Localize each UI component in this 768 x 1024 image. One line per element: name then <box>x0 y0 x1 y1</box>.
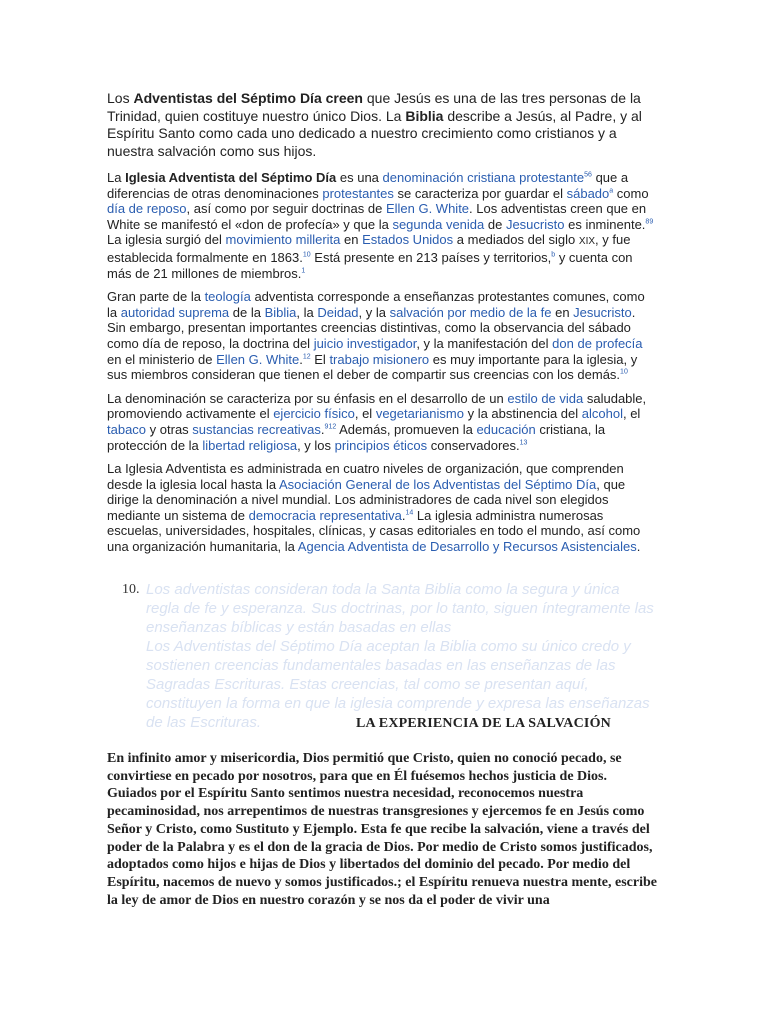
text: . Sin embargo, presentan importantes creencias distintivas, como la observancia del sábado como día de reposo, la doctrina del <box>107 304 636 351</box>
text: . <box>320 421 325 437</box>
footnote-ref[interactable]: 1 <box>301 267 306 275</box>
faded-text <box>146 580 657 732</box>
link-tabaco[interactable]: tabaco <box>107 421 147 437</box>
text: . <box>299 351 303 367</box>
section-heading: LA EXPERIENCIA DE LA SALVACIÓN <box>356 716 611 731</box>
text: cristiana, la protección de la <box>107 421 606 453</box>
paragraph-2 <box>107 289 655 383</box>
intro-paragraph <box>107 90 655 160</box>
link-estilo-de-vida[interactable]: estilo de vida <box>507 390 584 406</box>
text: , el <box>622 406 641 422</box>
link-vegetarianismo[interactable]: vegetarianismo <box>375 406 464 422</box>
footnote-ref[interactable]: 912 <box>324 423 337 431</box>
text: es inminente. <box>564 216 646 232</box>
link-jesucristo[interactable]: Jesucristo <box>573 304 632 320</box>
link-libertad-religiosa[interactable]: libertad religiosa <box>202 437 298 453</box>
link-trabajo-misionero[interactable]: trabajo misionero <box>329 351 430 367</box>
link-biblia[interactable]: Biblia <box>264 304 297 320</box>
article-content <box>107 90 655 555</box>
text: Está presente en 213 países y territorios, <box>310 249 552 265</box>
text: El <box>310 351 330 367</box>
text: Los <box>107 90 134 106</box>
link-sustancias-recreativas[interactable]: sustancias recreativas <box>192 421 321 437</box>
faded-text-2: Los Adventistas del Séptimo Día aceptan la Biblia como su único credo y sostienen creencias fundamentales basadas en las enseñanzas de las Sagradas Escrituras. Estas creencias, tal como se presentan aquí, constituyen la forma en que la iglesia comprende y expresa las enseñanzas de las Escrituras. <box>146 638 650 731</box>
text: a mediados del siglo <box>453 232 579 248</box>
salvation-paragraph: En infinito amor y misericordia, Dios permitió que Cristo, quien no conoció pecado, se convirtiese en pecado por nosotros, para que en Él fuésemos hechos justicia de Dios. Guiados por el Espíritu Santo sentimos nuestra necesidad, reconocemos nuestra pecaminosidad, nos arrepentimos de nuestras transgresiones y ejercemos fe en Jesús como Señor y Cristo, como Sustituto y Ejemplo. Esta fe que recibe la salvación, viene a través del poder de la Palabra y es el don de la gracia de Dios. Por medio de Cristo somos justificados, adoptados como hijos e hijas de Dios y libertados del dominio del pecado. Por medio del Espíritu, nacemos de nuevo y somos justificados.; el Espíritu renueva nuestra mente, escribe la ley de amor de Dios en nuestro corazón y se nos da el poder de vivir una <box>107 751 657 908</box>
text: , el <box>354 406 376 422</box>
text: La denominación se caracteriza por su énfasis en el desarrollo de un <box>107 390 508 406</box>
text: que Jesús es una de las tres personas de la Trinidad, quien costituye nuestro único Dios. La <box>107 90 641 124</box>
text: . <box>401 507 406 523</box>
text: adventista corresponde a enseñanzas protestantes comunes, como la <box>107 289 645 320</box>
footnote-ref[interactable]: 10 <box>620 368 628 376</box>
link-movimiento-millerita[interactable]: movimiento millerita <box>225 232 341 248</box>
text: , y la <box>358 304 390 320</box>
link-asociacion-general[interactable]: Asociación General de los Adventistas del Séptimo Día <box>279 476 597 492</box>
link-ellen-white[interactable]: Ellen G. White <box>385 201 470 217</box>
text: de <box>484 216 506 232</box>
link-deidad[interactable]: Deidad <box>317 304 359 320</box>
list-number: 10. <box>122 582 140 597</box>
text: saludable, promoviendo activamente el <box>107 390 647 422</box>
text: es una <box>336 170 383 185</box>
faded-list-item <box>122 580 657 732</box>
text: , que dirige la denominación a nivel mundial. Los administradores de cada nivel son elegidos mediante un sistema de <box>107 476 626 523</box>
text: como <box>613 185 649 201</box>
text: es muy importante para la iglesia, y sus miembros consideran que tienen el deber de compartir sus creencias con los demás. <box>107 351 638 383</box>
text: y cuenta con más de 21 millones de miembros. <box>107 249 633 281</box>
text: . Los adventistas creen que en White se manifestó el «don de profecía» y que la <box>107 201 647 232</box>
link-educacion[interactable]: educación <box>476 421 536 437</box>
link-protestantes[interactable]: protestantes <box>322 185 394 201</box>
text: , la <box>296 304 318 320</box>
link-juicio-investigador[interactable]: juicio investigador <box>313 335 417 351</box>
faded-text-1: Los adventistas consideran toda la Santa Biblia como la segura y única regla de fe y esperanza. Sus doctrinas, por lo tanto, siguen íntegramente las enseñanzas bíblicas y están basadas en ellas <box>146 581 654 636</box>
link-teologia[interactable]: teología <box>204 289 251 305</box>
link-dia-de-reposo[interactable]: día de reposo <box>107 201 187 217</box>
bold-text: Biblia <box>405 107 444 124</box>
footnote-ref[interactable]: 10 <box>302 251 311 259</box>
footnote-ref[interactable]: 56 <box>584 171 592 179</box>
text: Además, promueven la <box>336 421 477 437</box>
link-estados-unidos[interactable]: Estados Unidos <box>362 232 454 248</box>
text: en <box>340 232 363 248</box>
footnote-ref[interactable]: 13 <box>519 439 528 447</box>
link-autoridad-suprema[interactable]: autoridad suprema <box>120 304 230 320</box>
bold-text: Adventistas del Séptimo Día creen <box>133 90 363 106</box>
footnote-ref[interactable]: 12 <box>302 353 311 361</box>
link-adra[interactable]: Agencia Adventista de Desarrollo y Recursos Asistenciales <box>297 539 637 555</box>
link-segunda-venida[interactable]: segunda venida <box>392 216 485 232</box>
paragraph-3 <box>107 391 655 453</box>
link-principios-eticos[interactable]: principios éticos <box>334 437 428 453</box>
text: se caracteriza por guardar el <box>393 185 567 201</box>
link-don-de-profecia[interactable]: don de profecía <box>552 335 643 351</box>
text: Gran parte de la <box>107 289 205 305</box>
text: en <box>551 304 574 320</box>
link-ejercicio-fisico[interactable]: ejercicio físico <box>273 406 355 422</box>
link-ellen-white[interactable]: Ellen G. White <box>216 351 300 367</box>
text: describe a Jesús, al Padre, y al Espíritu Santo como cada uno dedicado a nuestro crecimiento como cristianos y a nuestra salvación como sus hijos. <box>107 107 642 159</box>
text: , y los <box>297 437 335 453</box>
footnote-ref[interactable]: 14 <box>405 509 414 517</box>
paragraph-1 <box>107 170 655 281</box>
footnote-ref[interactable]: a <box>609 187 614 195</box>
footnote-ref[interactable]: 89 <box>645 218 654 226</box>
text: , así como por seguir doctrinas de <box>186 201 386 217</box>
link-salvacion-fe[interactable]: salvación por medio de la fe <box>389 304 552 320</box>
text: en el ministerio de <box>107 351 217 367</box>
paragraph-4 <box>107 461 655 555</box>
text: conservadores. <box>427 437 520 453</box>
text: y otras <box>146 421 193 437</box>
text: , y la manifestación del <box>416 335 553 351</box>
text: La Iglesia Adventista es administrada en cuatro niveles de organización, que comprenden desde la iglesia local hasta la <box>107 461 624 492</box>
text: . <box>636 539 641 555</box>
link-sabado[interactable]: sábado <box>566 185 610 201</box>
link-democracia-representativa[interactable]: democracia representativa <box>248 507 402 523</box>
bold-text: Iglesia Adventista del Séptimo Día <box>125 170 337 185</box>
link-denominacion[interactable]: denominación cristiana protestante <box>382 170 585 185</box>
link-alcohol[interactable]: alcohol <box>581 406 623 422</box>
text: y la abstinencia del <box>463 406 582 422</box>
century-numeral: XIX <box>578 236 596 248</box>
link-jesucristo[interactable]: Jesucristo <box>505 216 565 232</box>
text: de la <box>229 304 265 320</box>
text: La <box>107 170 126 185</box>
text: , y fue establecida formalmente en 1863. <box>107 232 631 265</box>
footnote-ref[interactable]: b <box>551 251 556 259</box>
text: La iglesia administra numerosas escuelas, universidades, hospitales, clínicas, y casas editoriales en todo el mundo, así como una organización humanitaria, la <box>107 507 641 555</box>
text: La iglesia surgió del <box>107 232 226 248</box>
text: que a diferencias de otras denominaciones <box>107 170 629 201</box>
